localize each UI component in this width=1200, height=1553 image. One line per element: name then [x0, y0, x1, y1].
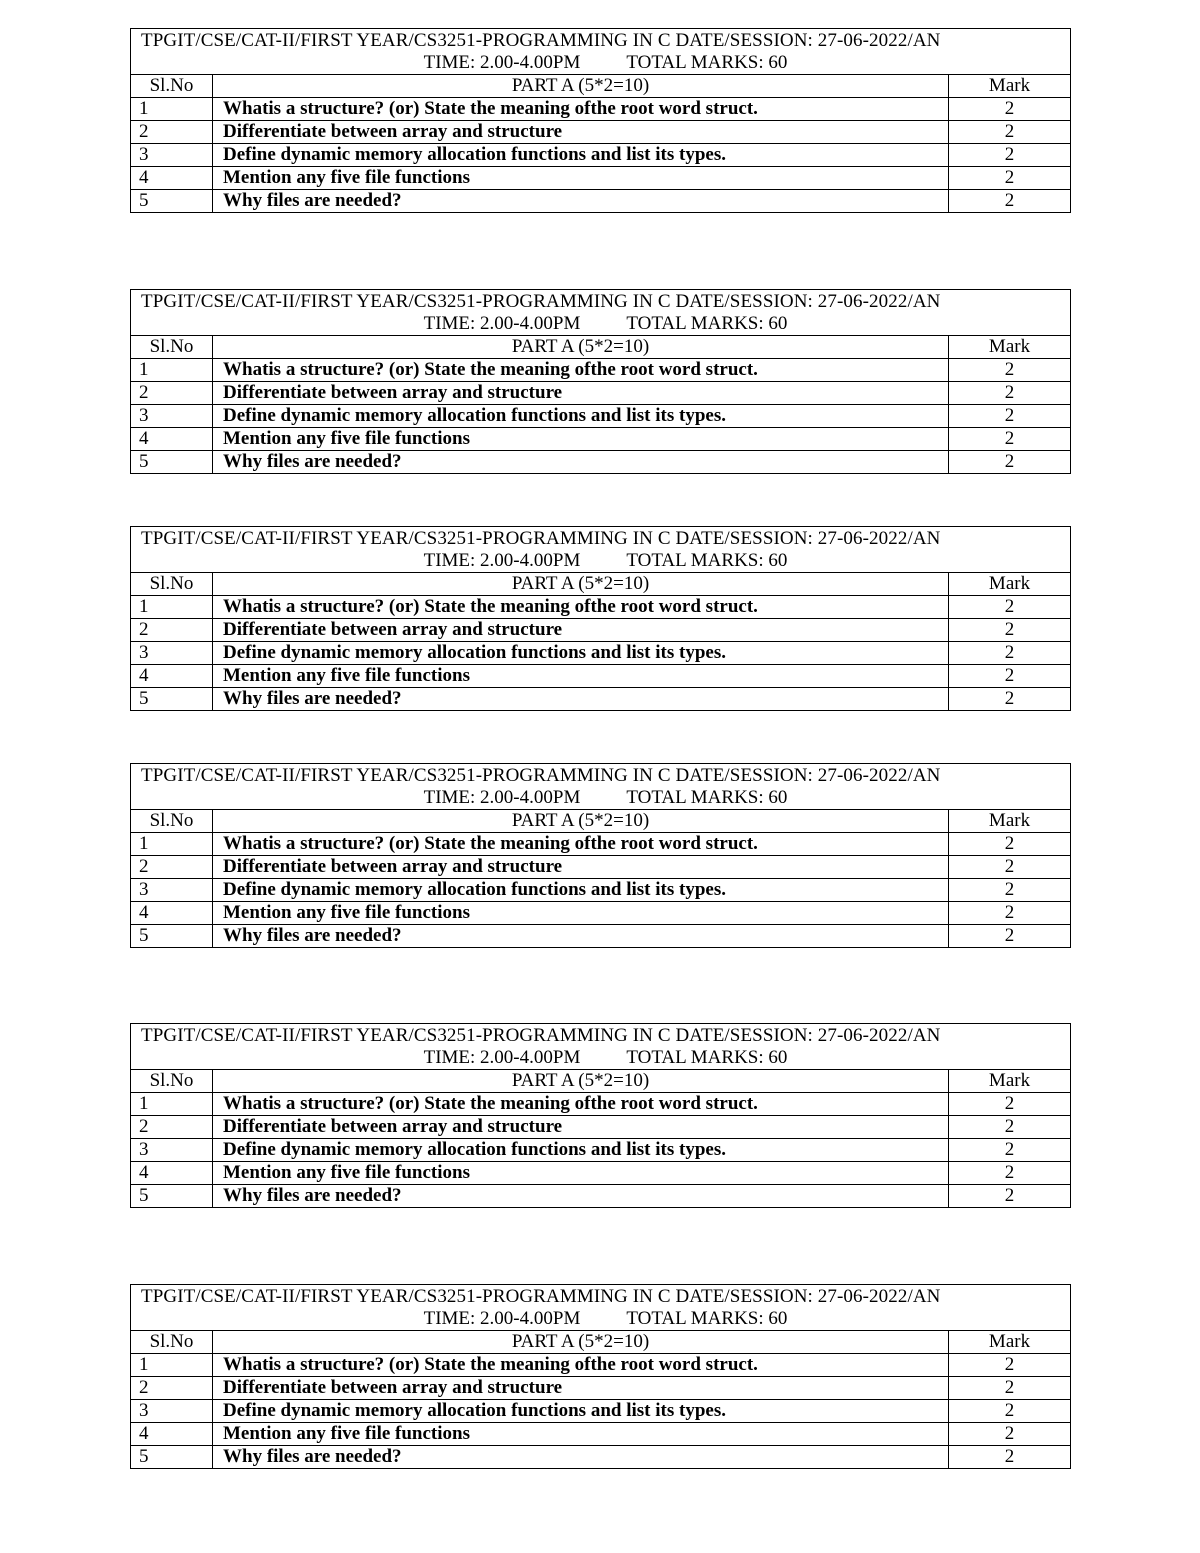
question-text: Differentiate between array and structure: [213, 382, 949, 405]
question-number: 5: [131, 925, 213, 948]
question-number: 5: [131, 688, 213, 711]
column-header-part: PART A (5*2=10): [213, 75, 949, 98]
question-mark: 2: [949, 451, 1071, 474]
exam-time: TIME: 2.00-4.00PM: [423, 313, 581, 334]
question-text: Define dynamic memory allocation functions and list its types.: [213, 642, 949, 665]
question-mark: 2: [949, 190, 1071, 213]
question-text: Differentiate between array and structure: [213, 121, 949, 144]
question-mark: 2: [949, 833, 1071, 856]
table-row: [131, 902, 1071, 925]
total-marks: TOTAL MARKS: 60: [626, 1047, 788, 1068]
question-paper-copy-6: [130, 1284, 1070, 1469]
question-number: 3: [131, 405, 213, 428]
question-table: [130, 28, 1071, 213]
table-row: [131, 428, 1071, 451]
column-header-mark: Mark: [949, 75, 1071, 98]
column-header-part: PART A (5*2=10): [213, 1070, 949, 1093]
question-text: Mention any five file functions: [213, 167, 949, 190]
question-paper-copy-3: [130, 526, 1070, 711]
question-mark: 2: [949, 167, 1071, 190]
question-number: 1: [131, 596, 213, 619]
question-paper-copy-1: [130, 28, 1070, 213]
question-text: Whatis a structure? (or) State the meaning ofthe root word struct.: [213, 1354, 949, 1377]
question-text: Mention any five file functions: [213, 1162, 949, 1185]
question-text: Differentiate between array and structure: [213, 619, 949, 642]
question-text: Whatis a structure? (or) State the meaning ofthe root word struct.: [213, 98, 949, 121]
table-row: [131, 359, 1071, 382]
question-mark: 2: [949, 902, 1071, 925]
column-header-part: PART A (5*2=10): [213, 810, 949, 833]
question-number: 3: [131, 1139, 213, 1162]
question-mark: 2: [949, 619, 1071, 642]
question-mark: 2: [949, 1400, 1071, 1423]
total-marks: TOTAL MARKS: 60: [626, 1308, 788, 1329]
question-paper-copy-5: [130, 1023, 1070, 1208]
paper-header: [131, 1024, 1071, 1070]
question-mark: 2: [949, 121, 1071, 144]
question-text: Why files are needed?: [213, 1185, 949, 1208]
column-header-part: PART A (5*2=10): [213, 573, 949, 596]
question-text: Differentiate between array and structure: [213, 856, 949, 879]
column-header-mark: Mark: [949, 1331, 1071, 1354]
table-row: [131, 451, 1071, 474]
question-text: Define dynamic memory allocation functions and list its types.: [213, 879, 949, 902]
table-row: [131, 619, 1071, 642]
table-row: [131, 121, 1071, 144]
question-text: Differentiate between array and structure: [213, 1116, 949, 1139]
question-number: 1: [131, 1093, 213, 1116]
question-number: 2: [131, 1116, 213, 1139]
question-paper-copy-4: [130, 763, 1070, 948]
paper-title: TPGIT/CSE/CAT-II/FIRST YEAR/CS3251-PROGRAMMING IN C DATE/SESSION: 27-06-2022/AN: [141, 1286, 941, 1307]
question-text: Define dynamic memory allocation functions and list its types.: [213, 405, 949, 428]
table-row: [131, 642, 1071, 665]
paper-header: [131, 764, 1071, 810]
paper-title: TPGIT/CSE/CAT-II/FIRST YEAR/CS3251-PROGRAMMING IN C DATE/SESSION: 27-06-2022/AN: [141, 30, 941, 51]
question-text: Mention any five file functions: [213, 428, 949, 451]
column-header-sl: Sl.No: [131, 810, 213, 833]
exam-time: TIME: 2.00-4.00PM: [423, 550, 581, 571]
paper-header: [131, 290, 1071, 336]
question-mark: 2: [949, 856, 1071, 879]
question-paper-copy-2: [130, 289, 1070, 474]
table-row: [131, 925, 1071, 948]
table-row: [131, 833, 1071, 856]
question-number: 1: [131, 1354, 213, 1377]
question-number: 1: [131, 833, 213, 856]
table-row: [131, 596, 1071, 619]
question-mark: 2: [949, 665, 1071, 688]
question-mark: 2: [949, 1093, 1071, 1116]
table-row: [131, 1093, 1071, 1116]
table-row: [131, 1139, 1071, 1162]
column-header-mark: Mark: [949, 573, 1071, 596]
column-header-mark: Mark: [949, 336, 1071, 359]
question-text: Differentiate between array and structure: [213, 1377, 949, 1400]
question-number: 3: [131, 879, 213, 902]
question-text: Mention any five file functions: [213, 1423, 949, 1446]
table-row: [131, 1423, 1071, 1446]
question-text: Whatis a structure? (or) State the meaning ofthe root word struct.: [213, 1093, 949, 1116]
question-text: Define dynamic memory allocation functions and list its types.: [213, 1139, 949, 1162]
question-mark: 2: [949, 382, 1071, 405]
table-row: [131, 1162, 1071, 1185]
question-mark: 2: [949, 642, 1071, 665]
question-table: [130, 1284, 1071, 1469]
paper-header: [131, 29, 1071, 75]
table-row: [131, 856, 1071, 879]
question-text: Why files are needed?: [213, 1446, 949, 1469]
paper-title: TPGIT/CSE/CAT-II/FIRST YEAR/CS3251-PROGRAMMING IN C DATE/SESSION: 27-06-2022/AN: [141, 765, 941, 786]
table-row: [131, 98, 1071, 121]
question-number: 4: [131, 902, 213, 925]
table-row: [131, 1400, 1071, 1423]
question-text: Mention any five file functions: [213, 665, 949, 688]
paper-title: TPGIT/CSE/CAT-II/FIRST YEAR/CS3251-PROGRAMMING IN C DATE/SESSION: 27-06-2022/AN: [141, 1025, 941, 1046]
question-number: 1: [131, 359, 213, 382]
question-text: Define dynamic memory allocation functions and list its types.: [213, 1400, 949, 1423]
paper-header: [131, 1285, 1071, 1331]
table-row: [131, 1185, 1071, 1208]
column-header-part: PART A (5*2=10): [213, 336, 949, 359]
question-mark: 2: [949, 359, 1071, 382]
question-mark: 2: [949, 1423, 1071, 1446]
question-mark: 2: [949, 405, 1071, 428]
table-row: [131, 665, 1071, 688]
table-row: [131, 879, 1071, 902]
question-number: 3: [131, 1400, 213, 1423]
exam-time: TIME: 2.00-4.00PM: [423, 787, 581, 808]
question-number: 2: [131, 121, 213, 144]
table-row: [131, 688, 1071, 711]
question-text: Why files are needed?: [213, 925, 949, 948]
table-row: [131, 382, 1071, 405]
column-header-sl: Sl.No: [131, 573, 213, 596]
question-number: 4: [131, 665, 213, 688]
column-header-mark: Mark: [949, 810, 1071, 833]
column-header-sl: Sl.No: [131, 1331, 213, 1354]
question-text: Define dynamic memory allocation functions and list its types.: [213, 144, 949, 167]
exam-time: TIME: 2.00-4.00PM: [423, 1308, 581, 1329]
total-marks: TOTAL MARKS: 60: [626, 313, 788, 334]
question-text: Mention any five file functions: [213, 902, 949, 925]
question-number: 5: [131, 190, 213, 213]
question-number: 2: [131, 382, 213, 405]
question-mark: 2: [949, 1162, 1071, 1185]
question-table: [130, 1023, 1071, 1208]
question-number: 5: [131, 1185, 213, 1208]
table-row: [131, 1377, 1071, 1400]
table-row: [131, 405, 1071, 428]
question-table: [130, 289, 1071, 474]
question-mark: 2: [949, 925, 1071, 948]
question-number: 4: [131, 428, 213, 451]
column-header-sl: Sl.No: [131, 336, 213, 359]
question-number: 2: [131, 619, 213, 642]
question-mark: 2: [949, 98, 1071, 121]
question-text: Why files are needed?: [213, 688, 949, 711]
question-number: 5: [131, 451, 213, 474]
question-mark: 2: [949, 144, 1071, 167]
question-text: Why files are needed?: [213, 190, 949, 213]
column-header-mark: Mark: [949, 1070, 1071, 1093]
question-mark: 2: [949, 1446, 1071, 1469]
question-number: 4: [131, 167, 213, 190]
question-text: Whatis a structure? (or) State the meaning ofthe root word struct.: [213, 833, 949, 856]
question-number: 5: [131, 1446, 213, 1469]
question-number: 2: [131, 1377, 213, 1400]
total-marks: TOTAL MARKS: 60: [626, 787, 788, 808]
column-header-sl: Sl.No: [131, 75, 213, 98]
table-row: [131, 190, 1071, 213]
question-mark: 2: [949, 1377, 1071, 1400]
table-row: [131, 1116, 1071, 1139]
question-mark: 2: [949, 1354, 1071, 1377]
question-mark: 2: [949, 596, 1071, 619]
question-mark: 2: [949, 1185, 1071, 1208]
question-mark: 2: [949, 688, 1071, 711]
exam-time: TIME: 2.00-4.00PM: [423, 1047, 581, 1068]
question-number: 3: [131, 144, 213, 167]
total-marks: TOTAL MARKS: 60: [626, 550, 788, 571]
question-mark: 2: [949, 428, 1071, 451]
total-marks: TOTAL MARKS: 60: [626, 52, 788, 73]
table-row: [131, 144, 1071, 167]
question-number: 2: [131, 856, 213, 879]
question-mark: 2: [949, 1139, 1071, 1162]
question-text: Why files are needed?: [213, 451, 949, 474]
question-text: Whatis a structure? (or) State the meaning ofthe root word struct.: [213, 596, 949, 619]
question-number: 4: [131, 1162, 213, 1185]
question-number: 1: [131, 98, 213, 121]
question-table: [130, 763, 1071, 948]
question-mark: 2: [949, 1116, 1071, 1139]
question-table: [130, 526, 1071, 711]
column-header-part: PART A (5*2=10): [213, 1331, 949, 1354]
column-header-sl: Sl.No: [131, 1070, 213, 1093]
exam-time: TIME: 2.00-4.00PM: [423, 52, 581, 73]
paper-title: TPGIT/CSE/CAT-II/FIRST YEAR/CS3251-PROGRAMMING IN C DATE/SESSION: 27-06-2022/AN: [141, 291, 941, 312]
paper-title: TPGIT/CSE/CAT-II/FIRST YEAR/CS3251-PROGRAMMING IN C DATE/SESSION: 27-06-2022/AN: [141, 528, 941, 549]
table-row: [131, 1354, 1071, 1377]
table-row: [131, 167, 1071, 190]
question-number: 4: [131, 1423, 213, 1446]
table-row: [131, 1446, 1071, 1469]
question-number: 3: [131, 642, 213, 665]
question-text: Whatis a structure? (or) State the meaning ofthe root word struct.: [213, 359, 949, 382]
paper-header: [131, 527, 1071, 573]
question-mark: 2: [949, 879, 1071, 902]
